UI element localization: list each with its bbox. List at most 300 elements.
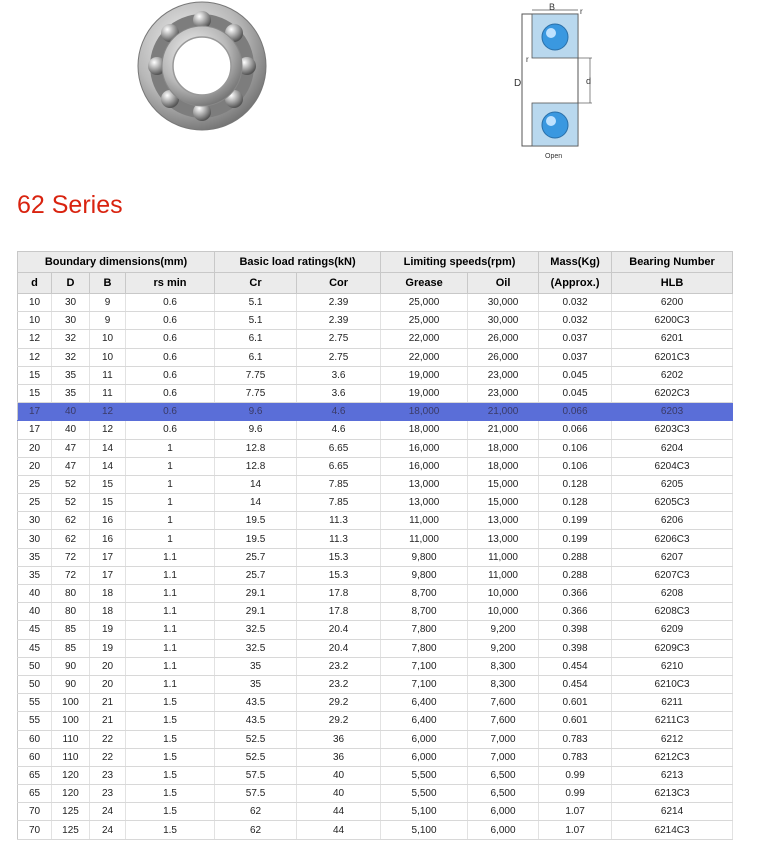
table-row[interactable] (18, 421, 733, 439)
table-row[interactable] (18, 657, 733, 675)
cell-rs-min: 1.1 (126, 548, 215, 566)
header-cr: Cr (215, 273, 297, 294)
cell-d: 30 (18, 512, 52, 530)
cell-mass: 0.037 (539, 348, 612, 366)
table-row[interactable] (18, 694, 733, 712)
cell-d: 12 (18, 348, 52, 366)
cell-B: 22 (90, 748, 126, 766)
cell-cr: 6.1 (215, 348, 297, 366)
cell-grease: 11,000 (381, 530, 468, 548)
cell-D: 72 (52, 566, 90, 584)
cell-D: 85 (52, 621, 90, 639)
cell-D: 110 (52, 730, 90, 748)
cell-grease: 7,800 (381, 639, 468, 657)
cell-mass: 0.288 (539, 566, 612, 584)
cell-D: 120 (52, 766, 90, 784)
cell-d: 40 (18, 603, 52, 621)
cell-cor: 23.2 (297, 675, 381, 693)
bearing-spec-table (17, 251, 733, 840)
cell-D: 80 (52, 603, 90, 621)
table-row[interactable] (18, 312, 733, 330)
cell-oil: 30,000 (468, 294, 539, 312)
cell-bearing-number: 6205 (612, 475, 733, 493)
cell-cor: 7.85 (297, 475, 381, 493)
cell-B: 19 (90, 621, 126, 639)
cell-cr: 32.5 (215, 639, 297, 657)
cell-cr: 7.75 (215, 366, 297, 384)
table-row[interactable] (18, 803, 733, 821)
table-row[interactable] (18, 403, 733, 421)
cell-bearing-number: 6213C3 (612, 785, 733, 803)
cell-B: 21 (90, 712, 126, 730)
cell-D: 35 (52, 366, 90, 384)
cell-D: 30 (52, 312, 90, 330)
cell-B: 22 (90, 730, 126, 748)
cell-d: 60 (18, 748, 52, 766)
cell-rs-min: 0.6 (126, 348, 215, 366)
cell-rs-min: 1.5 (126, 694, 215, 712)
cell-mass: 0.366 (539, 603, 612, 621)
cell-cor: 40 (297, 785, 381, 803)
cell-mass: 0.601 (539, 694, 612, 712)
cell-cr: 62 (215, 803, 297, 821)
cell-rs-min: 1.5 (126, 712, 215, 730)
cell-cor: 15.3 (297, 566, 381, 584)
bearing-cross-section-diagram (508, 0, 608, 165)
cell-d: 45 (18, 639, 52, 657)
cell-mass: 0.066 (539, 403, 612, 421)
cell-cr: 57.5 (215, 766, 297, 784)
cell-cr: 52.5 (215, 730, 297, 748)
cell-grease: 5,100 (381, 803, 468, 821)
cell-grease: 13,000 (381, 475, 468, 493)
cell-D: 40 (52, 421, 90, 439)
cell-B: 24 (90, 821, 126, 839)
cell-B: 10 (90, 330, 126, 348)
table-row[interactable] (18, 821, 733, 839)
cell-cr: 19.5 (215, 512, 297, 530)
cell-oil: 6,500 (468, 766, 539, 784)
cell-rs-min: 1.1 (126, 621, 215, 639)
diagram-label-r-top: r (580, 7, 583, 16)
cell-cor: 4.6 (297, 403, 381, 421)
cell-rs-min: 1.5 (126, 785, 215, 803)
cell-grease: 13,000 (381, 494, 468, 512)
cell-mass: 0.398 (539, 621, 612, 639)
cell-oil: 18,000 (468, 439, 539, 457)
cell-cr: 35 (215, 657, 297, 675)
cell-cor: 3.6 (297, 384, 381, 402)
cell-oil: 13,000 (468, 530, 539, 548)
cell-B: 10 (90, 348, 126, 366)
table-row[interactable] (18, 675, 733, 693)
cell-d: 60 (18, 730, 52, 748)
cell-cor: 20.4 (297, 621, 381, 639)
cell-mass: 0.783 (539, 730, 612, 748)
cell-mass: 0.454 (539, 675, 612, 693)
cell-D: 32 (52, 330, 90, 348)
cell-rs-min: 1.1 (126, 603, 215, 621)
cell-mass: 0.398 (539, 639, 612, 657)
cell-d: 10 (18, 312, 52, 330)
cell-bearing-number: 6214C3 (612, 821, 733, 839)
cell-rs-min: 1.1 (126, 585, 215, 603)
header-mass: Mass(Kg) (539, 252, 612, 273)
cell-rs-min: 1 (126, 457, 215, 475)
cell-cr: 43.5 (215, 712, 297, 730)
cell-mass: 0.066 (539, 421, 612, 439)
cell-cr: 57.5 (215, 785, 297, 803)
table-row[interactable] (18, 384, 733, 402)
cell-B: 18 (90, 585, 126, 603)
cell-B: 12 (90, 403, 126, 421)
cell-oil: 11,000 (468, 548, 539, 566)
cell-grease: 7,100 (381, 657, 468, 675)
cell-rs-min: 1.5 (126, 748, 215, 766)
cell-rs-min: 0.6 (126, 421, 215, 439)
cell-D: 85 (52, 639, 90, 657)
cell-mass: 1.07 (539, 803, 612, 821)
cell-rs-min: 1.5 (126, 803, 215, 821)
cell-oil: 6,000 (468, 803, 539, 821)
cell-cor: 2.39 (297, 294, 381, 312)
cell-cr: 52.5 (215, 748, 297, 766)
table-row[interactable] (18, 585, 733, 603)
header-bearing-number: Bearing Number (612, 252, 733, 273)
cell-grease: 16,000 (381, 457, 468, 475)
cell-D: 120 (52, 785, 90, 803)
cell-D: 72 (52, 548, 90, 566)
cell-cor: 2.75 (297, 330, 381, 348)
header-basic-load-ratings: Basic load ratings(kN) (215, 252, 381, 273)
cell-d: 17 (18, 403, 52, 421)
cell-bearing-number: 6210 (612, 657, 733, 675)
cell-cor: 6.65 (297, 439, 381, 457)
table-row[interactable] (18, 348, 733, 366)
cell-oil: 21,000 (468, 403, 539, 421)
cell-oil: 26,000 (468, 348, 539, 366)
cell-B: 14 (90, 439, 126, 457)
cell-oil: 9,200 (468, 621, 539, 639)
table-row[interactable] (18, 475, 733, 493)
cell-D: 62 (52, 512, 90, 530)
cell-mass: 0.366 (539, 585, 612, 603)
header-d: d (18, 273, 52, 294)
cell-rs-min: 0.6 (126, 330, 215, 348)
cell-rs-min: 1.1 (126, 675, 215, 693)
cell-D: 47 (52, 439, 90, 457)
cell-oil: 11,000 (468, 566, 539, 584)
cell-D: 80 (52, 585, 90, 603)
cell-rs-min: 1 (126, 494, 215, 512)
table-row[interactable] (18, 439, 733, 457)
cell-cor: 11.3 (297, 530, 381, 548)
cell-mass: 1.07 (539, 821, 612, 839)
sub-header-row (18, 273, 733, 294)
cell-d: 65 (18, 785, 52, 803)
cell-B: 21 (90, 694, 126, 712)
cell-bearing-number: 6213 (612, 766, 733, 784)
cell-d: 20 (18, 457, 52, 475)
cell-mass: 0.128 (539, 475, 612, 493)
table-row[interactable] (18, 730, 733, 748)
cell-cr: 14 (215, 494, 297, 512)
cell-cor: 17.8 (297, 585, 381, 603)
cell-d: 12 (18, 330, 52, 348)
table-row[interactable] (18, 766, 733, 784)
cell-cr: 62 (215, 821, 297, 839)
cell-d: 20 (18, 439, 52, 457)
table-row[interactable] (18, 566, 733, 584)
cell-bearing-number: 6202 (612, 366, 733, 384)
cell-mass: 0.045 (539, 366, 612, 384)
cell-rs-min: 1 (126, 439, 215, 457)
diagram-caption-open: Open (545, 153, 563, 160)
cell-bearing-number: 6200 (612, 294, 733, 312)
cell-D: 32 (52, 348, 90, 366)
cell-mass: 0.045 (539, 384, 612, 402)
cell-grease: 6,000 (381, 748, 468, 766)
cell-mass: 0.454 (539, 657, 612, 675)
cell-d: 25 (18, 475, 52, 493)
diagram-label-B: B (549, 2, 556, 12)
cell-cr: 12.8 (215, 457, 297, 475)
cell-grease: 11,000 (381, 512, 468, 530)
cell-oil: 8,300 (468, 657, 539, 675)
cell-cor: 29.2 (297, 694, 381, 712)
cell-D: 100 (52, 712, 90, 730)
cell-B: 15 (90, 494, 126, 512)
cell-mass: 0.106 (539, 439, 612, 457)
cell-bearing-number: 6208C3 (612, 603, 733, 621)
cell-bearing-number: 6201C3 (612, 348, 733, 366)
cell-D: 100 (52, 694, 90, 712)
cell-D: 40 (52, 403, 90, 421)
cell-cor: 2.75 (297, 348, 381, 366)
cell-cr: 19.5 (215, 530, 297, 548)
cell-d: 15 (18, 384, 52, 402)
cell-oil: 10,000 (468, 603, 539, 621)
cell-cor: 3.6 (297, 366, 381, 384)
cell-cor: 44 (297, 821, 381, 839)
cell-oil: 26,000 (468, 330, 539, 348)
cell-mass: 0.106 (539, 457, 612, 475)
header-limiting-speeds: Limiting speeds(rpm) (381, 252, 539, 273)
cell-B: 11 (90, 384, 126, 402)
cell-bearing-number: 6207 (612, 548, 733, 566)
cell-oil: 8,300 (468, 675, 539, 693)
cell-rs-min: 1.1 (126, 639, 215, 657)
cell-cr: 14 (215, 475, 297, 493)
cell-B: 23 (90, 766, 126, 784)
cell-cor: 15.3 (297, 548, 381, 566)
cell-rs-min: 0.6 (126, 312, 215, 330)
table-row[interactable] (18, 530, 733, 548)
table-row[interactable] (18, 621, 733, 639)
cell-D: 52 (52, 475, 90, 493)
cell-oil: 15,000 (468, 494, 539, 512)
cell-grease: 9,800 (381, 566, 468, 584)
cell-D: 110 (52, 748, 90, 766)
cell-cor: 44 (297, 803, 381, 821)
cell-B: 16 (90, 530, 126, 548)
cell-grease: 19,000 (381, 366, 468, 384)
cell-B: 9 (90, 294, 126, 312)
cell-grease: 22,000 (381, 348, 468, 366)
cell-bearing-number: 6206C3 (612, 530, 733, 548)
cell-B: 9 (90, 312, 126, 330)
cell-d: 50 (18, 657, 52, 675)
cell-oil: 15,000 (468, 475, 539, 493)
cell-B: 24 (90, 803, 126, 821)
cell-d: 35 (18, 566, 52, 584)
cell-rs-min: 1.5 (126, 766, 215, 784)
header-hlb: HLB (612, 273, 733, 294)
cell-oil: 6,000 (468, 821, 539, 839)
cell-bearing-number: 6200C3 (612, 312, 733, 330)
cell-cr: 6.1 (215, 330, 297, 348)
cell-cr: 32.5 (215, 621, 297, 639)
cell-grease: 16,000 (381, 439, 468, 457)
cell-rs-min: 0.6 (126, 384, 215, 402)
table-row[interactable] (18, 548, 733, 566)
cell-D: 35 (52, 384, 90, 402)
cell-d: 45 (18, 621, 52, 639)
table-body (18, 294, 733, 840)
cell-B: 20 (90, 657, 126, 675)
cell-grease: 25,000 (381, 294, 468, 312)
cell-d: 55 (18, 712, 52, 730)
cell-B: 16 (90, 512, 126, 530)
cell-oil: 7,000 (468, 730, 539, 748)
cell-rs-min: 1.1 (126, 657, 215, 675)
cell-D: 52 (52, 494, 90, 512)
header-oil: Oil (468, 273, 539, 294)
cell-cor: 20.4 (297, 639, 381, 657)
cell-bearing-number: 6208 (612, 585, 733, 603)
cell-cr: 35 (215, 675, 297, 693)
diagram-label-r-side: r (526, 55, 529, 64)
table-row[interactable] (18, 330, 733, 348)
cell-cor: 40 (297, 766, 381, 784)
cell-grease: 19,000 (381, 384, 468, 402)
table-row[interactable] (18, 457, 733, 475)
cell-d: 50 (18, 675, 52, 693)
table-row[interactable] (18, 785, 733, 803)
cell-grease: 5,500 (381, 785, 468, 803)
cell-bearing-number: 6212C3 (612, 748, 733, 766)
cell-oil: 23,000 (468, 366, 539, 384)
cell-rs-min: 1.5 (126, 730, 215, 748)
cell-grease: 5,500 (381, 766, 468, 784)
cell-bearing-number: 6206 (612, 512, 733, 530)
cell-cr: 5.1 (215, 294, 297, 312)
cell-rs-min: 1.5 (126, 821, 215, 839)
page-title: 62 Series (17, 191, 123, 219)
cell-cor: 4.6 (297, 421, 381, 439)
cell-B: 19 (90, 639, 126, 657)
header-approx: (Approx.) (539, 273, 612, 294)
cell-oil: 6,500 (468, 785, 539, 803)
cell-mass: 0.032 (539, 312, 612, 330)
cell-grease: 6,400 (381, 712, 468, 730)
cell-cr: 25.7 (215, 566, 297, 584)
cell-cr: 7.75 (215, 384, 297, 402)
cell-oil: 13,000 (468, 512, 539, 530)
cell-grease: 18,000 (381, 403, 468, 421)
table-row[interactable] (18, 512, 733, 530)
cell-grease: 5,100 (381, 821, 468, 839)
cell-bearing-number: 6203 (612, 403, 733, 421)
table-row[interactable] (18, 639, 733, 657)
cell-grease: 7,800 (381, 621, 468, 639)
table-row[interactable] (18, 603, 733, 621)
group-header-row (18, 252, 733, 273)
cell-oil: 7,600 (468, 712, 539, 730)
cell-bearing-number: 6205C3 (612, 494, 733, 512)
cell-bearing-number: 6204C3 (612, 457, 733, 475)
table-row[interactable] (18, 366, 733, 384)
cell-bearing-number: 6214 (612, 803, 733, 821)
cell-cor: 36 (297, 748, 381, 766)
cell-B: 17 (90, 566, 126, 584)
cell-rs-min: 1.1 (126, 566, 215, 584)
cell-D: 90 (52, 657, 90, 675)
table-row[interactable] (18, 748, 733, 766)
cell-grease: 7,100 (381, 675, 468, 693)
cell-grease: 18,000 (381, 421, 468, 439)
cell-d: 25 (18, 494, 52, 512)
cell-bearing-number: 6211C3 (612, 712, 733, 730)
cell-oil: 9,200 (468, 639, 539, 657)
cell-oil: 30,000 (468, 312, 539, 330)
cell-mass: 0.99 (539, 785, 612, 803)
table-row[interactable] (18, 494, 733, 512)
cell-d: 35 (18, 548, 52, 566)
table-row[interactable] (18, 294, 733, 312)
cell-B: 23 (90, 785, 126, 803)
table-row[interactable] (18, 712, 733, 730)
cell-d: 70 (18, 803, 52, 821)
cell-d: 17 (18, 421, 52, 439)
header-cor: Cor (297, 273, 381, 294)
cell-cr: 5.1 (215, 312, 297, 330)
cell-oil: 7,600 (468, 694, 539, 712)
cell-cr: 12.8 (215, 439, 297, 457)
cell-bearing-number: 6209C3 (612, 639, 733, 657)
cell-mass: 0.128 (539, 494, 612, 512)
cell-mass: 0.288 (539, 548, 612, 566)
cell-grease: 6,400 (381, 694, 468, 712)
cell-grease: 25,000 (381, 312, 468, 330)
cell-oil: 21,000 (468, 421, 539, 439)
cell-grease: 22,000 (381, 330, 468, 348)
cell-bearing-number: 6202C3 (612, 384, 733, 402)
cell-d: 30 (18, 530, 52, 548)
header-rs-min: rs min (126, 273, 215, 294)
cell-d: 70 (18, 821, 52, 839)
header-B: B (90, 273, 126, 294)
cell-oil: 10,000 (468, 585, 539, 603)
cell-d: 10 (18, 294, 52, 312)
cell-rs-min: 1 (126, 512, 215, 530)
cell-bearing-number: 6207C3 (612, 566, 733, 584)
header-boundary-dimensions: Boundary dimensions(mm) (18, 252, 215, 273)
cell-D: 125 (52, 821, 90, 839)
cell-cr: 9.6 (215, 403, 297, 421)
cell-rs-min: 0.6 (126, 403, 215, 421)
cell-D: 125 (52, 803, 90, 821)
